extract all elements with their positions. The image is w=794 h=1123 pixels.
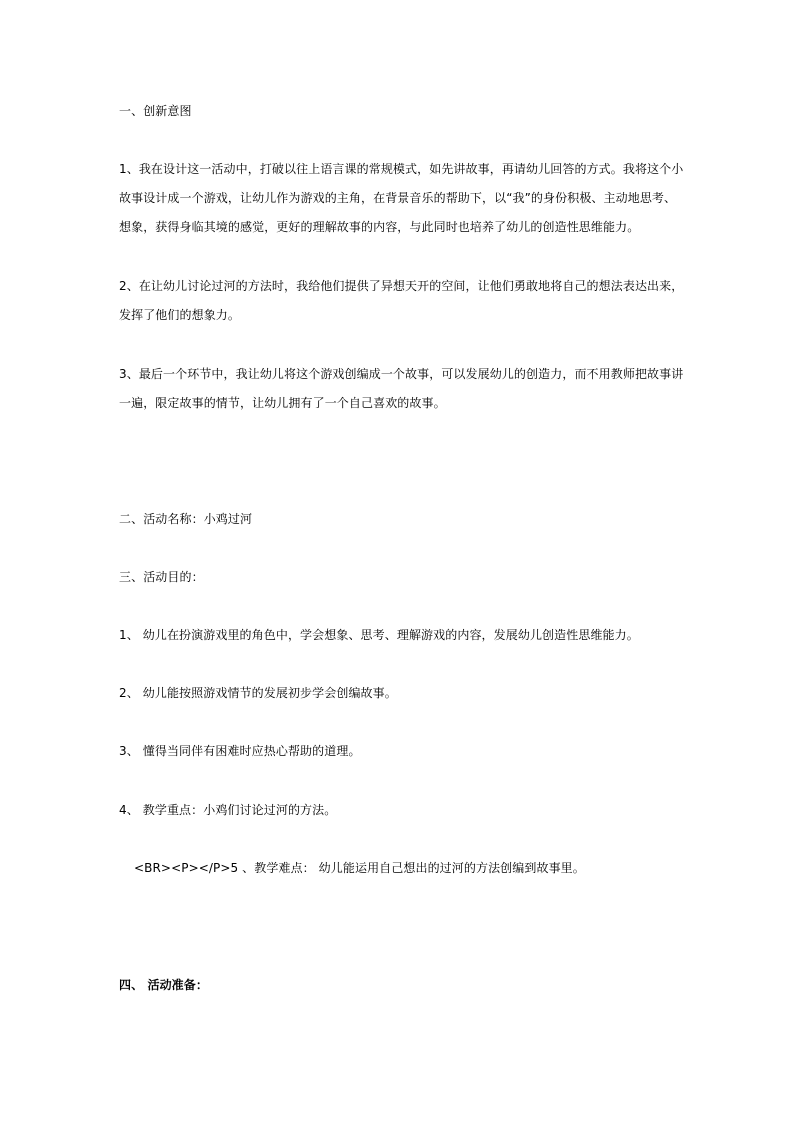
- paragraph-3-line-1: 3、最后一个环节中，我让幼儿将这个游戏创编成一个故事，可以发展幼儿的创造力，而不用教师把故事讲: [119, 367, 684, 381]
- goal-item-5: <BR><P></P>5 、教学难点： 幼儿能运用自己想出的过河的方法创编到故事里。: [134, 861, 585, 875]
- goal-item-2: 2、 幼儿能按照游戏情节的发展初步学会创编故事。: [119, 686, 397, 700]
- paragraph-2-line-1: 2、在让幼儿讨论过河的方法时，我给他们提供了异想天开的空间，让他们勇敢地将自己的想法表达出来，: [119, 279, 684, 293]
- paragraph-3-line-2: 一遍，限定故事的情节，让幼儿拥有了一个自己喜欢的故事。: [119, 396, 446, 410]
- section-heading-activity-goals: 三、活动目的：: [119, 570, 204, 584]
- paragraph-1-line-3: 想象，获得身临其境的感觉，更好的理解故事的内容，与此同时也培养了幼儿的创造性思维能力。: [119, 220, 640, 234]
- paragraph-1-line-2: 故事设计成一个游戏，让幼儿作为游戏的主角，在背景音乐的帮助下，以“我”的身份积极、主动地思考、: [119, 191, 677, 205]
- goal-item-4: 4、 教学重点：小鸡们讨论过河的方法。: [119, 803, 337, 817]
- goal-item-3: 3、 懂得当同伴有困难时应热心帮助的道理。: [119, 744, 361, 758]
- section-heading-activity-name: 二、活动名称：小鸡过河: [119, 512, 253, 526]
- section-heading-preparation: 四、 活动准备：: [119, 978, 208, 992]
- paragraph-2-line-2: 发挥了他们的想象力。: [119, 308, 241, 322]
- paragraph-1-line-1: 1、我在设计这一活动中，打破以往上语言课的常规模式，如先讲故事，再请幼儿回答的方式。我将这个小: [119, 162, 684, 176]
- section-heading-creative-intent: 一、创新意图: [119, 104, 192, 118]
- goal-item-1: 1、 幼儿在扮演游戏里的角色中，学会想象、思考、理解游戏的内容，发展幼儿创造性思维能力。: [119, 628, 639, 642]
